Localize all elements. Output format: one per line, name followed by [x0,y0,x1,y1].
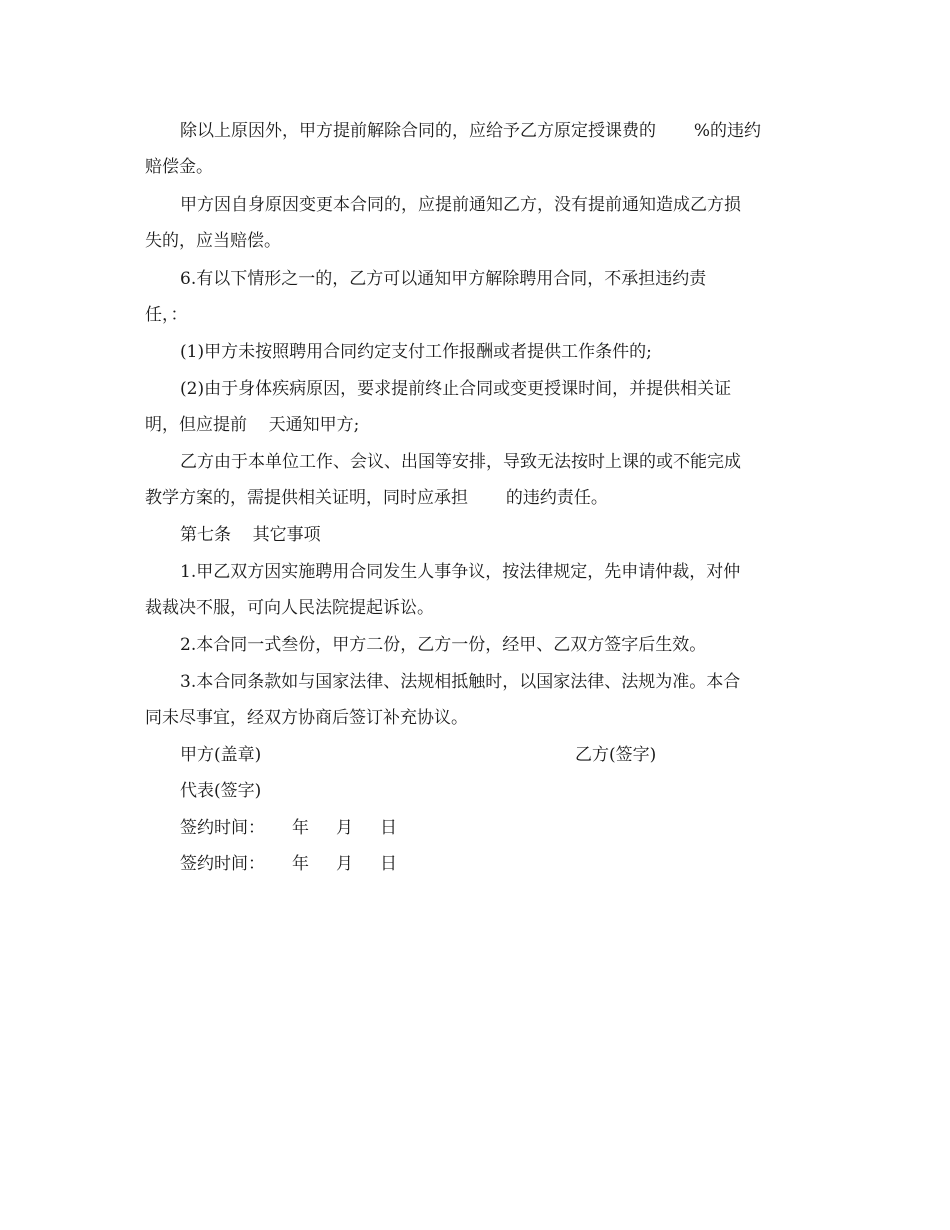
party-a-seal-label: 甲方(盖章) [180,745,262,765]
paragraph-line: 6.有以下情形之一的，乙方可以通知甲方解除聘用合同，不承担违约责 [180,269,707,289]
paragraph-line: 除以上原因外，甲方提前解除合同的，应给予乙方原定授课费的 %的违约 [180,121,761,141]
paragraph-line: 任，： [145,305,188,325]
paragraph-line: 裁裁决不服，可向人民法院提起诉讼。 [145,598,434,618]
paragraph-line: 1.甲乙双方因实施聘用合同发生人事争议，按法律规定，先申请仲裁，对仲 [180,562,741,582]
paragraph-line: 同未尽事宜，经双方协商后签订补充协议。 [145,708,468,728]
paragraph-line: 失的，应当赔偿。 [145,231,281,251]
signing-date-line: 签约时间： 年 月 日 [180,818,398,838]
signing-date-line: 签约时间： 年 月 日 [180,854,398,874]
paragraph-line: 教学方案的，需提供相关证明，同时应承担 的违约责任。 [145,488,608,508]
party-b-signature-label: 乙方(签字) [575,745,657,765]
paragraph-line: 赔偿金。 [145,157,213,177]
paragraph-line: (1)甲方未按照聘用合同约定支付工作报酬或者提供工作条件的; [180,342,652,362]
representative-signature-label: 代表(签字) [180,781,262,801]
paragraph-line: 明，但应提前 天通知甲方; [145,415,360,435]
paragraph-line: 2.本合同一式叁份，甲方二份，乙方一份，经甲、乙双方签字后生效。 [180,635,707,655]
paragraph-line: 3.本合同条款如与国家法律、法规相抵触时，以国家法律、法规为准。本合 [180,672,741,692]
paragraph-line: (2)由于身体疾病原因，要求提前终止合同或变更授课时间，并提供相关证 [180,379,732,399]
section-heading: 第七条 其它事项 [180,525,321,545]
paragraph-line: 甲方因自身原因变更本合同的，应提前通知乙方，没有提前通知造成乙方损 [180,195,741,215]
paragraph-line: 乙方由于本单位工作、会议、出国等安排，导致无法按时上课的或不能完成 [180,452,741,472]
